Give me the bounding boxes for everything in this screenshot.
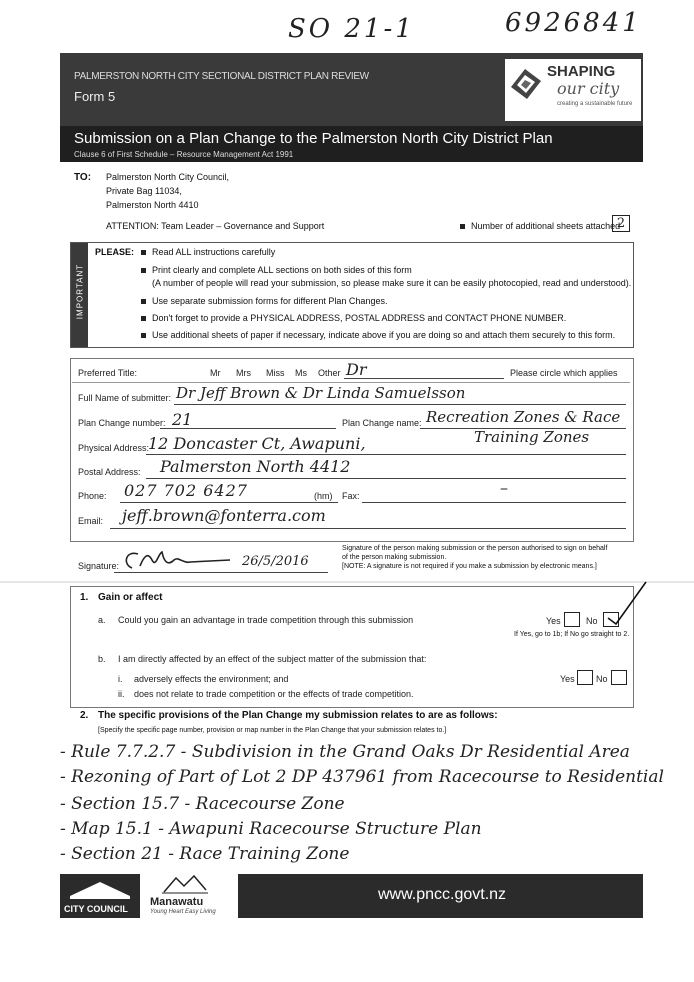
signature-date[interactable]: 26/5/2016: [242, 554, 309, 569]
to-label: TO:: [74, 172, 92, 183]
signature-note2: [NOTE: A signature is not required if you make a submission by electronic means.]: [342, 563, 597, 570]
email-label: Email:: [78, 516, 104, 526]
section2-number: 2.: [80, 710, 89, 721]
instruction-item: Print clearly and complete ALL sections on both sides of this form: [141, 265, 412, 275]
phone-label: Phone:: [78, 491, 107, 501]
instruction-item: Use additional sheets of paper if necessary, indicate above if you are doing so and attach them securely to this form.: [141, 330, 615, 340]
manawatu-tagline: Young Heart Easy Living: [150, 909, 216, 915]
question-a-no-checkmark-icon: [600, 578, 650, 628]
fax-label: Fax:: [342, 491, 360, 501]
provision-entry[interactable]: - Rule 7.7.2.7 - Subdivision in the Grand Oaks Dr Residential Area: [60, 742, 630, 762]
physical-address-value[interactable]: 12 Doncaster Ct, Awapuni,: [148, 434, 366, 453]
question-a-yes-checkbox[interactable]: [564, 612, 580, 627]
footer-url[interactable]: www.pncc.govt.nz: [378, 886, 507, 903]
question-a-no-label: No: [586, 616, 598, 626]
question-b-ii-text: does not relate to trade competition or the effects of trade competition.: [134, 689, 414, 699]
postal-address-value[interactable]: Palmerston North 4412: [160, 457, 351, 476]
title-value[interactable]: Dr: [346, 360, 367, 379]
attention-line: ATTENTION: Team Leader – Governance and Support: [106, 221, 325, 231]
question-b-i-text: adversely effects the environment; and: [134, 674, 289, 684]
question-b-no-label: No: [596, 674, 608, 684]
footer-band: [238, 874, 643, 918]
to-line1: Palmerston North City Council,: [106, 172, 230, 182]
to-line2: Private Bag 11034,: [106, 186, 182, 196]
instruction-item: Read ALL instructions carefully: [141, 247, 275, 257]
handwritten-doc-number: 6926841: [505, 8, 642, 38]
scan-artifact-line: [0, 581, 694, 583]
title-option-ms[interactable]: Ms: [295, 368, 307, 378]
question-b-no-checkbox[interactable]: [611, 670, 627, 685]
question-a-text: Could you gain an advantage in trade competition through this submission: [118, 615, 414, 625]
provision-entry[interactable]: - Rezoning of Part of Lot 2 DP 437961 from Racecourse to Residential: [60, 767, 664, 787]
plan-change-number-label: Plan Change number:: [78, 418, 166, 428]
sheets-attached-count[interactable]: 2: [612, 215, 630, 232]
logo-line1: SHAPING: [547, 63, 616, 80]
review-title: PALMERSTON NORTH CITY SECTIONAL DISTRICT PLAN REVIEW: [74, 71, 369, 82]
plan-change-name-value-line2[interactable]: Training Zones: [474, 428, 590, 446]
email-value[interactable]: jeff.brown@fonterra.com: [122, 506, 326, 525]
phone-suffix: (hm): [314, 491, 333, 501]
title-option-miss[interactable]: Miss: [266, 368, 285, 378]
provision-entry[interactable]: - Section 21 - Race Training Zone: [60, 844, 350, 864]
logo-tagline: creating a sustainable future: [557, 101, 633, 107]
shaping-logo-icon: [509, 67, 543, 101]
question-b-yes-checkbox[interactable]: [577, 670, 593, 685]
section1-heading: Gain or affect: [98, 592, 163, 603]
full-name-label: Full Name of submitter:: [78, 393, 172, 403]
question-b-text: I am directly affected by an effect of the subject matter of the submission that:: [118, 654, 427, 664]
council-label: CITY COUNCIL: [64, 904, 128, 914]
provision-entry[interactable]: - Map 15.1 - Awapuni Racecourse Structure Plan: [60, 819, 482, 839]
preferred-title-label: Preferred Title:: [78, 368, 138, 378]
question-a-note: If Yes, go to 1b; If No go straight to 2.: [514, 631, 630, 638]
physical-address-label: Physical Address:: [78, 443, 150, 453]
full-name-value[interactable]: Dr Jeff Brown & Dr Linda Samuelsson: [176, 384, 466, 402]
postal-address-label: Postal Address:: [78, 467, 141, 477]
instruction-item: Use separate submission forms for different Plan Changes.: [141, 296, 387, 306]
question-b-yes-label: Yes: [560, 674, 575, 684]
signature-label: Signature:: [78, 561, 120, 571]
form-label: Form 5: [74, 89, 116, 104]
plan-change-name-value-line1[interactable]: Recreation Zones & Race: [426, 408, 621, 426]
question-b-ii-num: ii.: [118, 689, 125, 699]
fax-value[interactable]: –: [500, 478, 508, 497]
question-b-letter: b.: [98, 654, 106, 664]
logo-line2: our city: [557, 79, 620, 98]
section2-heading: The specific provisions of the Plan Change my submission relates to are as follows:: [98, 710, 498, 721]
signature-note1: Signature of the person making submission or the person authorised to sign on behalf of the person making submission.: [342, 545, 608, 561]
instruction-note: (A number of people will read your submission, so please make sure it can be easily photocopied, read and understood).: [152, 278, 632, 288]
council-logo-icon: [68, 878, 132, 900]
page-subtitle: Clause 6 of First Schedule – Resource Management Act 1991: [74, 150, 294, 159]
page-title: Submission on a Plan Change to the Palmerston North City District Plan: [74, 130, 553, 147]
shaping-logo: [505, 59, 641, 121]
manawatu-logo: [146, 874, 232, 918]
title-option-mrs[interactable]: Mrs: [236, 368, 251, 378]
important-side-label: IMPORTANT: [75, 263, 85, 320]
important-side-band: [71, 243, 88, 347]
instruction-item: Don't forget to provide a PHYSICAL ADDRESS, POSTAL ADDRESS and CONTACT PHONE NUMBER.: [141, 313, 566, 323]
section2-note: [Specify the specific page number, provision or map number in the Plan Change that your submission relates to.]: [98, 727, 447, 734]
council-logo: [60, 874, 140, 918]
provision-entry[interactable]: - Section 15.7 - Racecourse Zone: [60, 794, 345, 814]
handwritten-ref-code: SO 21-1: [288, 14, 415, 44]
question-a-letter: a.: [98, 615, 106, 625]
phone-value[interactable]: 027 702 6427: [124, 481, 248, 500]
manawatu-label: Manawatu: [150, 896, 204, 908]
important-box: [70, 242, 634, 348]
circle-note: Please circle which applies: [510, 368, 618, 378]
question-a-yes-label: Yes: [546, 616, 561, 626]
please-label: PLEASE:: [95, 247, 135, 257]
plan-change-name-label: Plan Change name:: [342, 418, 422, 428]
manawatu-logo-icon: [160, 874, 210, 894]
section1-number: 1.: [80, 592, 89, 603]
header-band: [60, 53, 643, 126]
plan-change-number-value[interactable]: 21: [172, 410, 193, 429]
question-b-i-num: i.: [118, 674, 123, 684]
title-option-mr[interactable]: Mr: [210, 368, 221, 378]
to-line3: Palmerston North 4410: [106, 200, 199, 210]
sheets-attached-label: Number of additional sheets attached: [460, 221, 620, 231]
title-band: [60, 126, 643, 162]
title-option-other[interactable]: Other: [318, 368, 341, 378]
